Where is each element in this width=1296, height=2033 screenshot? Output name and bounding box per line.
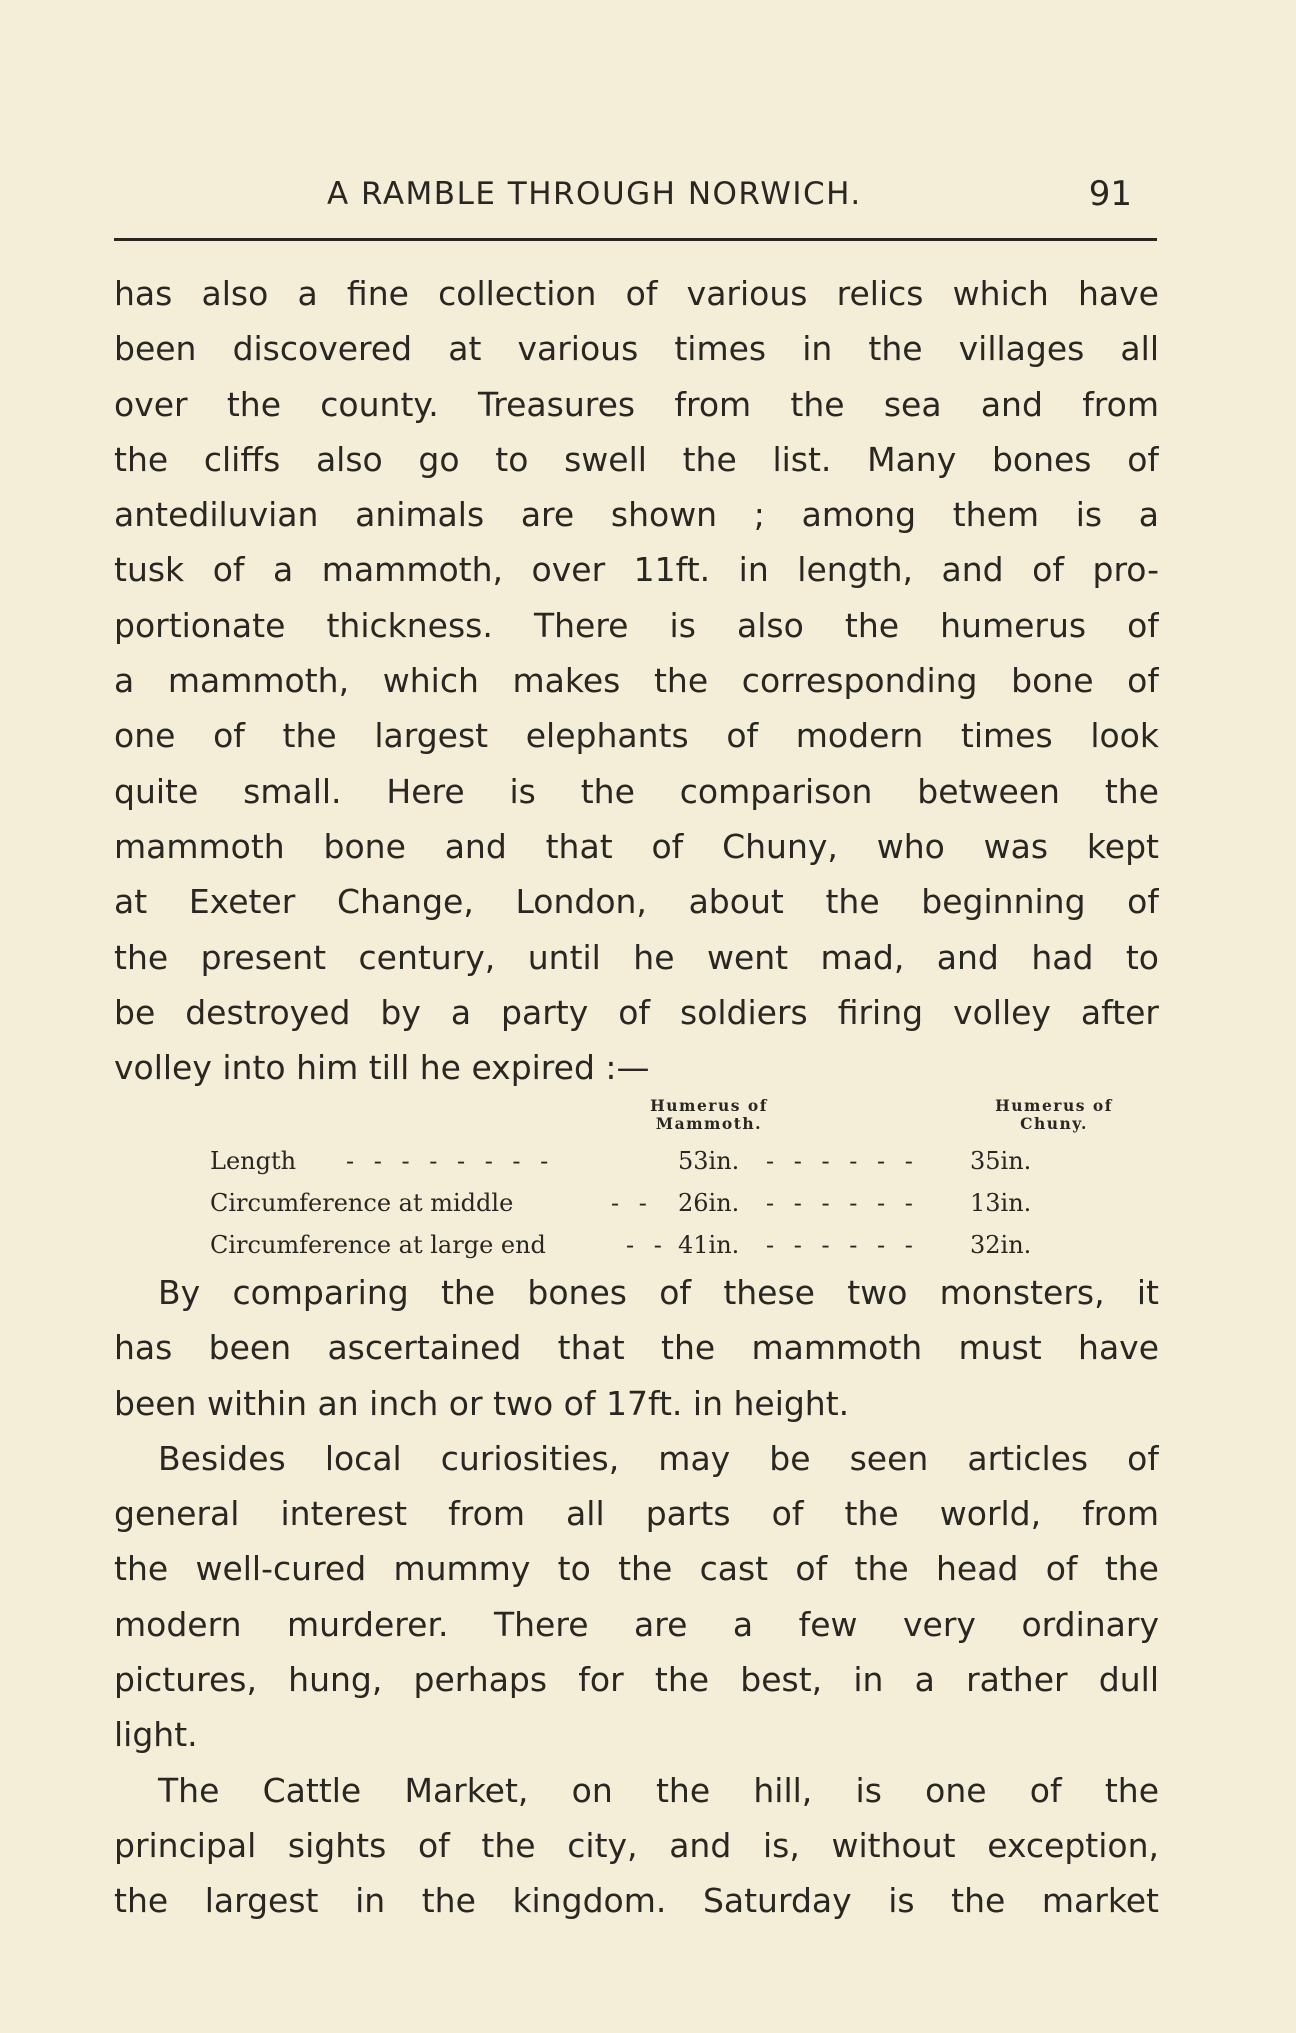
table-row bbox=[114, 1225, 1159, 1265]
text-line: antediluvian animals are shown ; among them is a bbox=[114, 495, 1159, 535]
running-title: A RAMBLE THROUGH NORWICH. bbox=[327, 176, 862, 212]
text-line: portionate thickness. There is also the humerus of bbox=[114, 605, 1159, 645]
text-line: general interest from all parts of the world, from bbox=[114, 1494, 1159, 1534]
mammoth-value: 41in. bbox=[678, 1231, 740, 1259]
text-line: has been ascertained that the mammoth must have bbox=[114, 1328, 1159, 1368]
text-line: The Cattle Market, on the hill, is one of the bbox=[158, 1770, 1159, 1810]
comparison-table bbox=[114, 1097, 1159, 1265]
mammoth-value: 53in. bbox=[678, 1147, 740, 1175]
text-line: tusk of a mammoth, over 11ft. in length, and of pro- bbox=[114, 550, 1159, 590]
text-line: modern murderer. There are a few very ordinary bbox=[114, 1604, 1159, 1644]
text-line: mammoth bone and that of Chuny, who was kept bbox=[114, 826, 1159, 866]
mammoth-value: 26in. bbox=[678, 1189, 740, 1217]
text-line: be destroyed by a party of soldiers firing volley after bbox=[114, 992, 1159, 1032]
text-line: the well-cured mummy to the cast of the head of the bbox=[114, 1549, 1159, 1589]
column-header-mammoth: Humerus of Mammoth. bbox=[650, 1096, 768, 1133]
leader-dots: - - - - - - bbox=[766, 1189, 919, 1217]
leader-dots: - - - - - - bbox=[766, 1147, 919, 1175]
text-line: quite small. Here is the comparison between the bbox=[114, 771, 1159, 811]
body-text-top bbox=[114, 266, 1159, 1095]
row-label: Circumference at large end bbox=[210, 1231, 546, 1259]
body-text-bottom bbox=[114, 1265, 1159, 1929]
text-line: volley into him till he expired :— bbox=[114, 1048, 650, 1088]
leader-dots: - - - - - - bbox=[766, 1231, 919, 1259]
chuny-value: 32in. bbox=[970, 1231, 1032, 1259]
table-row bbox=[114, 1183, 1159, 1223]
text-line: has also a fine collection of various relics which have bbox=[114, 274, 1159, 313]
text-line: one of the largest elephants of modern times look bbox=[114, 716, 1159, 756]
table-row bbox=[114, 1141, 1159, 1181]
text-line: been discovered at various times in the villages all bbox=[114, 329, 1159, 369]
text-line: the largest in the kingdom. Saturday is the market bbox=[114, 1881, 1159, 1921]
leader-dots: - - - - - - - - bbox=[346, 1147, 555, 1175]
header-rule bbox=[114, 238, 1157, 241]
text-line: over the county. Treasures from the sea and from bbox=[114, 384, 1159, 424]
row-label: Length bbox=[210, 1147, 297, 1175]
running-head bbox=[112, 176, 1157, 216]
text-line: light. bbox=[114, 1715, 198, 1755]
row-label: Circumference at middle bbox=[210, 1189, 514, 1217]
text-line: been within an inch or two of 17ft. in height. bbox=[114, 1383, 850, 1423]
text-line: principal sights of the city, and is, without exception, bbox=[114, 1825, 1159, 1865]
text-line: at Exeter Change, London, about the beginning of bbox=[114, 882, 1159, 922]
text-line: a mammoth, which makes the corresponding bone of bbox=[114, 661, 1159, 701]
text-line: the cliffs also go to swell the list. Many bones of bbox=[114, 439, 1159, 479]
text-line: the present century, until he went mad, and had to bbox=[114, 937, 1159, 977]
page-number: 91 bbox=[1088, 174, 1132, 214]
chuny-value: 35in. bbox=[970, 1147, 1032, 1175]
column-header-chuny: Humerus of Chuny. bbox=[995, 1096, 1113, 1133]
chuny-value: 13in. bbox=[970, 1189, 1032, 1217]
leader-dots: - - bbox=[611, 1189, 653, 1217]
text-line: Besides local curiosities, may be seen articles of bbox=[158, 1438, 1159, 1478]
leader-dots: - - bbox=[626, 1231, 668, 1259]
text-line: pictures, hung, perhaps for the best, in a rather dull bbox=[114, 1660, 1159, 1700]
text-line: By comparing the bones of these two monsters, it bbox=[158, 1273, 1159, 1312]
